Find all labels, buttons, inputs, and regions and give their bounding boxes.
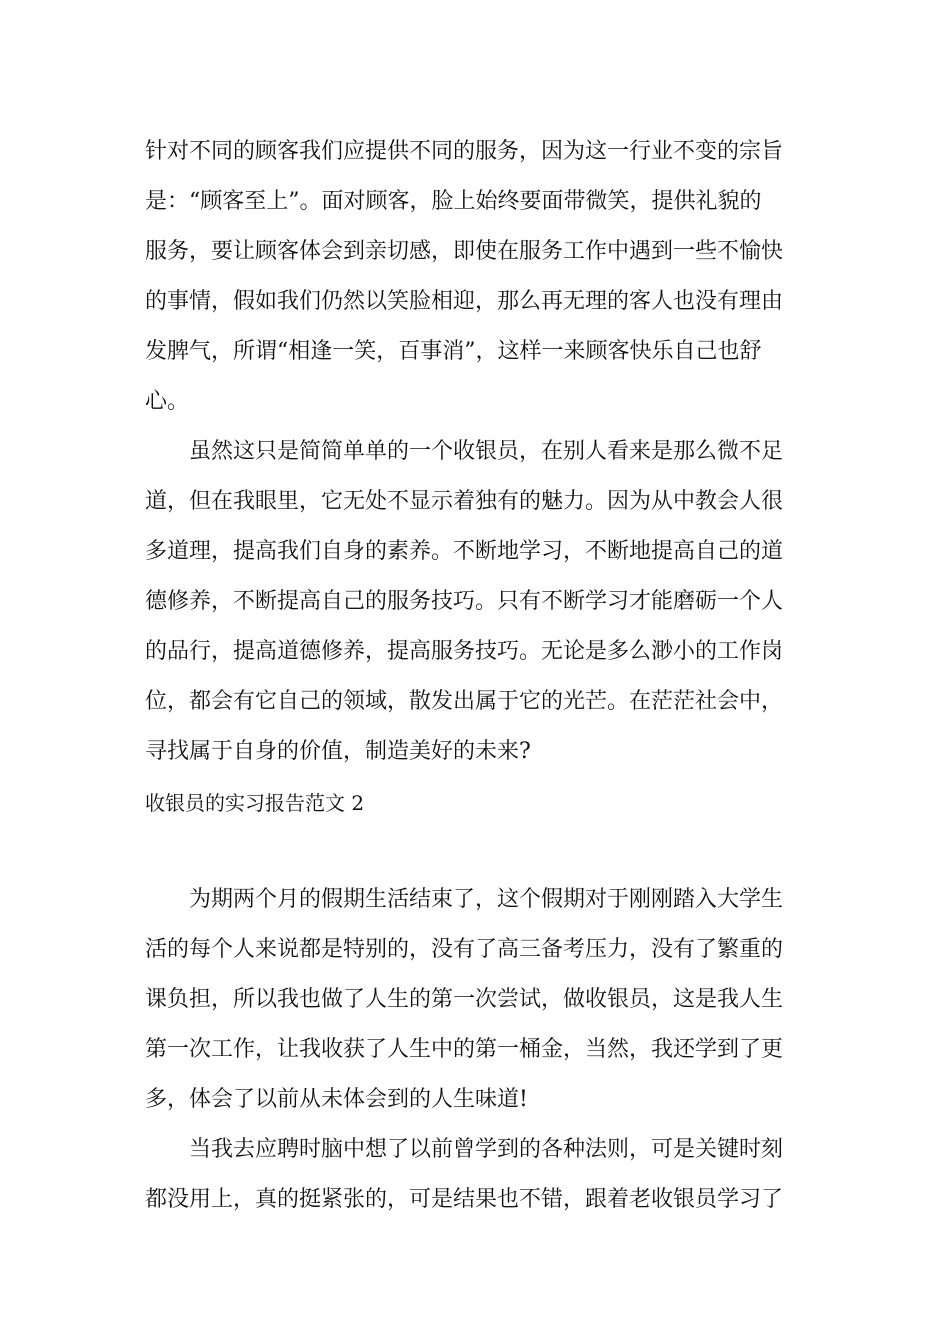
paragraph-line: 是：“顾客至上”。面对顾客，脸上始终要面带微笑，提供礼貌的	[145, 189, 762, 214]
paragraph-line: 针对不同的顾客我们应提供不同的服务，因为这一行业不变的宗旨	[145, 139, 784, 164]
paragraph-line: 位，都会有它自己的领域，散发出属于它的光芒。在茫茫社会中，	[145, 689, 784, 714]
paragraph-line: 虽然这只是简简单单的一个收银员，在别人看来是那么微不足	[145, 439, 784, 464]
paragraph-line: 当我去应聘时脑中想了以前曾学到的各种法则，可是关键时刻	[145, 1137, 784, 1162]
paragraph-3	[145, 875, 815, 1125]
paragraph-line: 课负担，所以我也做了人生的第一次尝试，做收银员，这是我人生	[145, 987, 784, 1012]
paragraph-line: 多道理，提高我们自身的素养。不断地学习，不断地提高自己的道	[145, 539, 784, 564]
paragraph-2	[145, 427, 815, 777]
paragraph-line: 活的每个人来说都是特别的，没有了高三备考压力，没有了繁重的	[145, 937, 784, 962]
section-heading: 收银员的实习报告范文 2	[145, 791, 365, 815]
paragraph-line: 寻找属于自身的价值，制造美好的未来?	[145, 739, 531, 764]
paragraph-line: 发脾气，所谓“相逢一笑，百事消”，这样一来顾客快乐自己也舒	[145, 339, 762, 364]
paragraph-line: 心。	[145, 389, 190, 414]
paragraph-1	[145, 127, 815, 427]
paragraph-4	[145, 1125, 815, 1225]
paragraph-line: 德修养，不断提高自己的服务技巧。只有不断学习才能磨砺一个人	[145, 589, 784, 614]
paragraph-line: 都没用上，真的挺紧张的，可是结果也不错，跟着老收银员学习了	[145, 1187, 784, 1212]
paragraph-line: 服务，要让顾客体会到亲切感，即使在服务工作中遇到一些不愉快	[145, 239, 784, 264]
paragraph-line: 第一次工作，让我收获了人生中的第一桶金，当然，我还学到了更	[145, 1037, 784, 1062]
paragraph-line: 道，但在我眼里，它无处不显示着独有的魅力。因为从中教会人很	[145, 489, 784, 514]
paragraph-line: 为期两个月的假期生活结束了，这个假期对于刚刚踏入大学生	[145, 887, 784, 912]
paragraph-line: 的品行，提高道德修养，提高服务技巧。无论是多么渺小的工作岗	[145, 639, 784, 664]
paragraph-line: 的事情，假如我们仍然以笑脸相迎，那么再无理的客人也没有理由	[145, 289, 784, 314]
paragraph-line: 多，体会了以前从未体会到的人生味道!	[145, 1087, 528, 1112]
